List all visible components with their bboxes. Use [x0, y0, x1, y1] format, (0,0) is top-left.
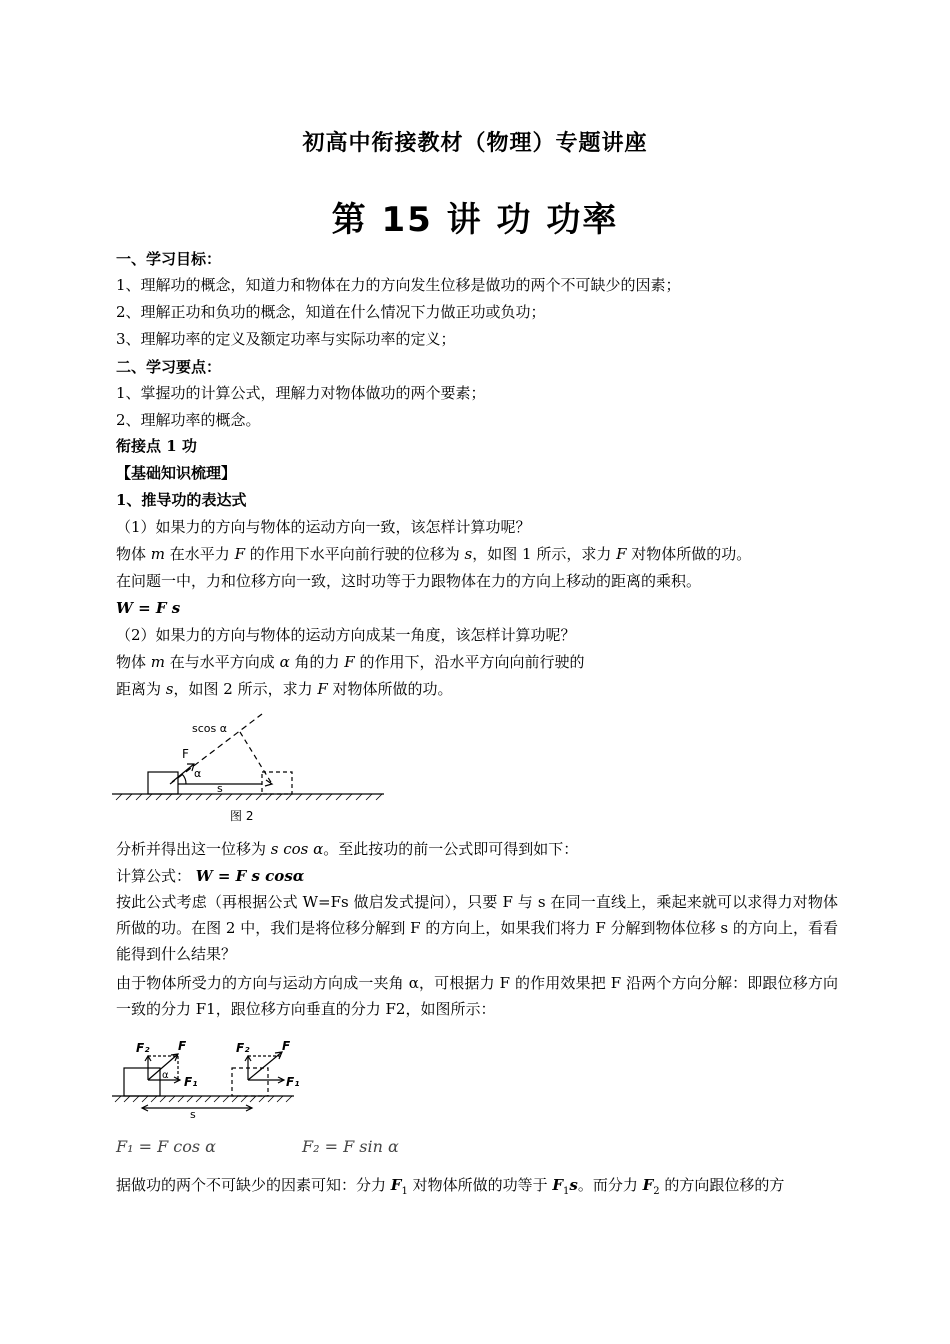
paragraph-decompose: 按此公式考虑（再根据公式 W=Fs 做启发式提问），只要 F 与 s 在同一直线上，乘起来就可以求得力对物体所做的功。在图 2 中，我们是将位移分解到 F 的方向上，如果我们将力 F 分解到物体位移 s 的方向上，看看能得到什么结果？: [116, 893, 838, 963]
basics-heading: 【基础知识梳理】: [116, 464, 237, 482]
key-point-item: 2、理解功率的概念。: [116, 411, 261, 429]
fig3-label-F2-left: F₂: [136, 1041, 150, 1055]
figure-2: [112, 706, 392, 828]
question-1-explanation: 在问题一中，力和位移方向一致，这时功等于力跟物体在力的方向上移动的距离的乘积。: [116, 572, 702, 590]
key-point-item: 1、掌握功的计算公式，理解力对物体做功的两个要素；: [116, 384, 486, 402]
question-2: （2）如果力的方向与物体的运动方向成某一角度，该怎样计算功呢？: [116, 626, 576, 644]
fig2-label-scos: scos α: [192, 722, 227, 735]
fig3-label-F1-left: F₁: [184, 1075, 198, 1089]
fig2-label-s: s: [217, 782, 223, 795]
fig3-label-s: s: [190, 1108, 196, 1120]
last-paragraph-line: 据做功的两个不可缺少的因素可知：分力 $F_1$ 对物体所做的功等于 $F_1s$。而分力 $F_2$ 的方向跟位移的方: [116, 1176, 785, 1197]
question-2-text: 物体 m 在与水平方向成 α 角的力 F 的作用下，沿水平方向向前行驶的: [116, 653, 585, 671]
fig2-caption: 图 2: [230, 809, 254, 823]
question-1-text: 物体 m 在水平力 F 的作用下水平向前行驶的位移为 s，如图 1 所示，求力 F 对物体所做的功。: [116, 545, 752, 563]
calc-formula-line: 计算公式： W = F s cosα: [116, 867, 305, 885]
goal-item: 1、理解功的概念，知道力和物体在力的方向发生位移是做功的两个不可缺少的因素；: [116, 276, 681, 294]
question-2-text-cont: 距离为 s，如图 2 所示，求力 F 对物体所做的功。: [116, 680, 453, 698]
analysis-line: 分析并得出这一位移为 s cos α。至此按功的前一公式即可得到如下：: [116, 840, 579, 858]
formula-w-fscos: W = F s cosα: [195, 867, 305, 885]
goal-item: 2、理解正功和负功的概念，知道在什么情况下力做正功或负功；: [116, 303, 546, 321]
subsection-heading: 1、推导功的表达式: [116, 491, 247, 509]
goal-item: 3、理解功率的定义及额定功率与实际功率的定义；: [116, 330, 456, 348]
key-points-heading: 二、学习要点：: [116, 358, 222, 376]
fig2-label-alpha: α: [194, 767, 202, 780]
fig3-label-F-right: F: [282, 1039, 291, 1053]
lecture-title: 第 15 讲 功 功率: [331, 200, 619, 240]
fig3-label-alpha: α: [162, 1070, 169, 1081]
document-title: 初高中衔接教材（物理）专题讲座: [302, 131, 648, 156]
equation-f2: F₂ = F sin α: [302, 1137, 399, 1156]
fig3-label-F2-right: F₂: [236, 1041, 250, 1055]
figure-force-decomposition: [112, 1036, 302, 1120]
fig3-label-F1-right: F₁: [286, 1075, 300, 1089]
equation-f1: F₁ = F cos α: [116, 1137, 216, 1156]
question-1: （1）如果力的方向与物体的运动方向一致，该怎样计算功呢？: [116, 518, 531, 536]
formula-w-fs: W = F s: [116, 599, 181, 617]
fig2-label-F: F: [182, 747, 189, 761]
paragraph-components: 由于物体所受力的方向与运动方向成一夹角 α，可根据力 F 的作用效果把 F 沿两个方向分解：即跟位移方向一致的分力 F1，跟位移方向垂直的分力 F2，如图所示：: [116, 974, 838, 1018]
connection-point-heading: 衔接点 1 功: [116, 437, 197, 455]
fig3-label-F-left: F: [178, 1039, 187, 1053]
goals-heading: 一、学习目标：: [116, 250, 222, 268]
